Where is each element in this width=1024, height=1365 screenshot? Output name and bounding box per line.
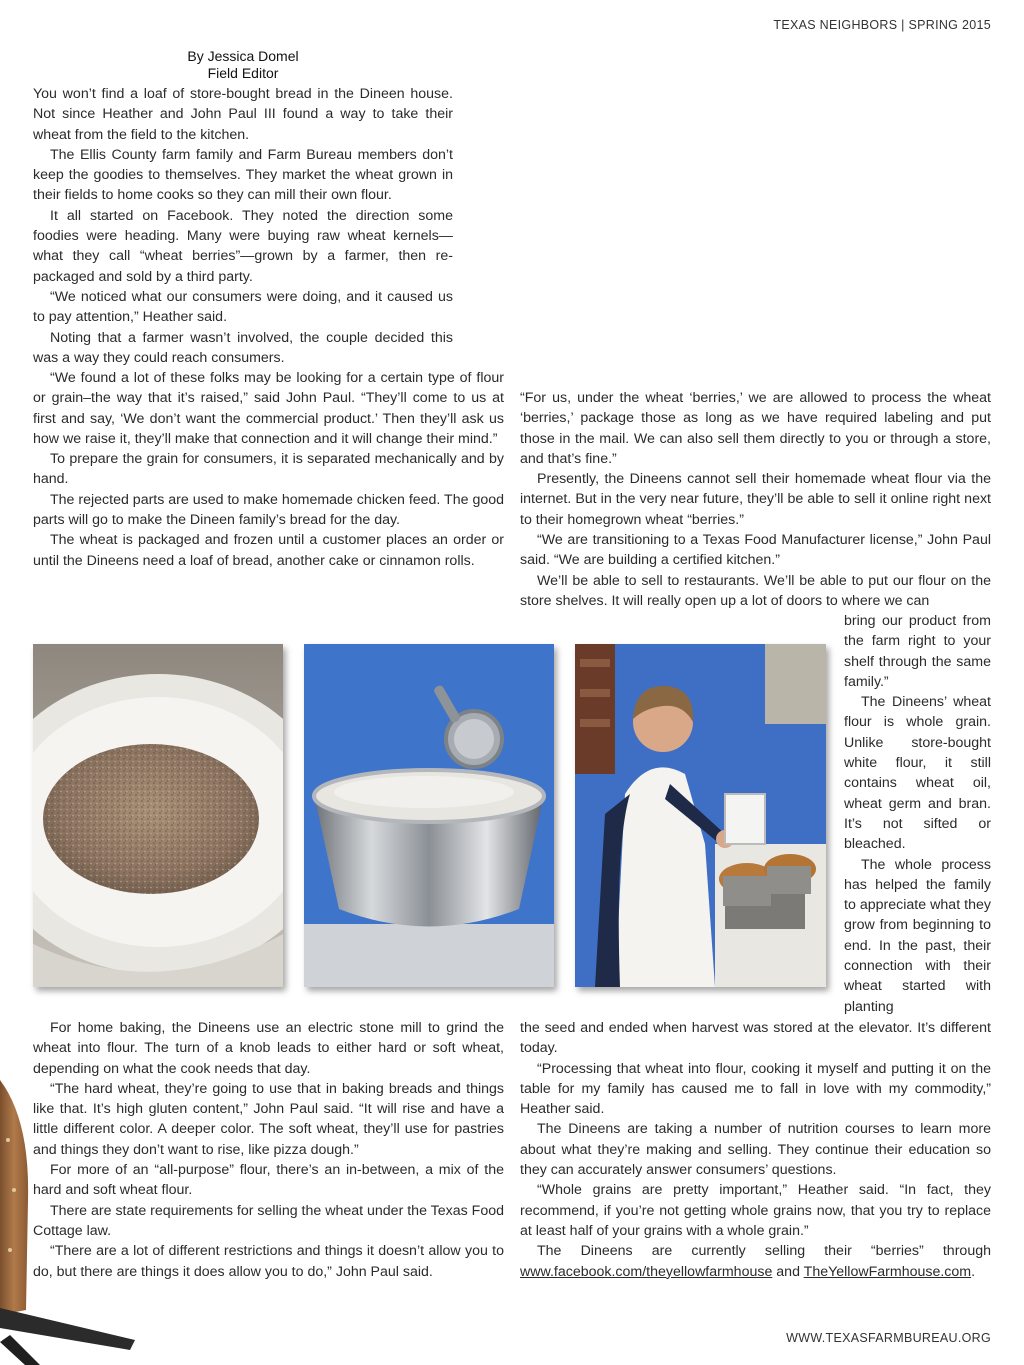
paragraph: For home baking, the Dineens use an electric stone mill to grind the wheat into flour. The turn of a knob leads to either hard or soft wheat, depending on what the cook needs that day. <box>33 1020 504 1077</box>
bread-loaf-image <box>0 1080 135 1365</box>
paragraph: The wheat is packaged and frozen until a customer places an order or until the Dineens need a loaf of bread, another cake or cinnamon rolls. <box>33 532 504 569</box>
flour-bowl-photo <box>304 644 554 987</box>
paragraph: There are state requirements for selling the wheat under the Texas Food Cottage law. <box>33 1202 504 1239</box>
byline-author: By Jessica Domel <box>187 48 299 64</box>
article-column-2-narrow <box>844 611 991 1017</box>
paragraph: “We found a lot of these folks may be looking for a certain type of flour or grain–the way that it’s raised,” said John Paul. “They’ll come to us at first and say, ‘We don’t want the commercial product.’ Then they’ll ask us how we raise it, they’ll make that connection and it will change their mind.” <box>33 370 504 447</box>
kitchen-baking-photo <box>575 644 826 987</box>
paragraph: You won’t find a loaf of store-bought bread in the Dineen house. Not since Heather and John Paul III found a way to take their wheat from the field to the kitchen. <box>33 86 453 143</box>
article-column-1-middle <box>33 368 504 571</box>
paragraph: The rejected parts are used to make homemade chicken feed. The good parts will go to make the Dineen family’s bread for the day. <box>33 491 505 529</box>
paragraph: We’ll be able to sell to restaurants. We’ll be able to put our flour on the store shelves. It will really open up a lot of doors to where we can <box>520 572 991 609</box>
paragraph: The Dineens are taking a number of nutrition courses to learn more about what they’re making and selling. They continue their education so they can accurately answer consumers’ questions. <box>520 1121 991 1179</box>
website-link[interactable]: TheYellowFarmhouse.com <box>803 1263 972 1280</box>
wheat-berries-photo <box>33 644 283 987</box>
article-column-2-bottom <box>520 1018 991 1282</box>
article-column-1-top <box>33 84 453 368</box>
facebook-link[interactable]: www.facebook.com/theyellowfarmhouse <box>520 1263 773 1280</box>
closing-text: The Dineens are currently selling their “berries” through <box>537 1243 991 1260</box>
article-column-2-top <box>520 388 991 611</box>
closing-text: . <box>971 1263 976 1280</box>
paragraph: “There are a lot of different restrictions and things it doesn’t allow you to do, but there are things it does allow you to do,” John Paul said. <box>33 1243 504 1280</box>
paragraph: “We noticed what our consumers were doing, and it caused us to pay attention,” Heather said. <box>33 288 453 326</box>
paragraph: It all started on Facebook. They noted the direction some foodies were heading. Many were buying raw wheat kernels—what they call “wheat berries”—grown by a farmer, then re-packaged and sold by a third party. <box>33 207 453 285</box>
paragraph: the seed and ended when harvest was stored at the elevator. It’s different today. <box>520 1020 991 1057</box>
paragraph: The Dineens’ wheat flour is whole grain. Unlike store-bought white flour, it still contains wheat oil, wheat germ and bran. It’s not sifted or bleached. <box>844 694 991 853</box>
page-footer: WWW.TEXASFARMBUREAU.ORG <box>786 1331 991 1345</box>
paragraph: “Whole grains are pretty important,” Heather said. “In fact, they recommend, if you’re not getting whole grains now, that you try to replace at least half of your grains with a whole grain.” <box>520 1182 991 1239</box>
paragraph: “For us, under the wheat ‘berries,’ we are allowed to process the wheat ‘berries,’ package those as long as we have required labeling and put those in the mail. We can also sell them directly to you or through a store, and that’s fine.” <box>520 390 991 467</box>
byline-role: Field Editor <box>207 65 279 81</box>
paragraph: For more of an “all-purpose” flour, there’s an in-between, a mix of the hard and soft wheat flour. <box>33 1162 504 1199</box>
byline <box>33 48 453 82</box>
paragraph: “We are transitioning to a Texas Food Manufacturer license,” John Paul said. “We are building a certified kitchen.” <box>520 532 991 569</box>
paragraph: The Ellis County farm family and Farm Bureau members don’t keep the goodies to themselves. They market the wheat grown in their fields to home cooks so they can mill their own flour. <box>33 146 453 204</box>
paragraph: bring our product from the farm right to your shelf through the same family.” <box>844 613 991 690</box>
page-header: TEXAS NEIGHBORS | SPRING 2015 <box>773 18 991 32</box>
paragraph: The whole process has helped the family to appreciate what they grow from beginning to end. In the past, their connection with their wheat started with planting <box>844 856 991 1015</box>
paragraph: “Processing that wheat into flour, cooking it myself and putting it on the table for my family has caused me to fall in love with my commodity,” Heather said. <box>520 1060 991 1118</box>
paragraph: “The hard wheat, they’re going to use that in baking breads and things like that. It’s high gluten content,” John Paul said. “It will rise and have a little different color. A deeper color. The soft wheat, they’ll use for pastries and things they don’t want to rise, like pizza dough.” <box>33 1080 504 1158</box>
paragraph: Noting that a farmer wasn’t involved, the couple decided this was a way they could reach consumers. <box>33 329 453 366</box>
paragraph: Presently, the Dineens cannot sell their homemade wheat flour via the internet. But in the very near future, they’ll be able to sell it online right next to their homegrown wheat “berries.” <box>520 471 991 528</box>
closing-text: and <box>772 1263 804 1280</box>
paragraph: To prepare the grain for consumers, it is separated mechanically and by hand. <box>33 451 504 488</box>
closing-paragraph <box>520 1241 991 1282</box>
